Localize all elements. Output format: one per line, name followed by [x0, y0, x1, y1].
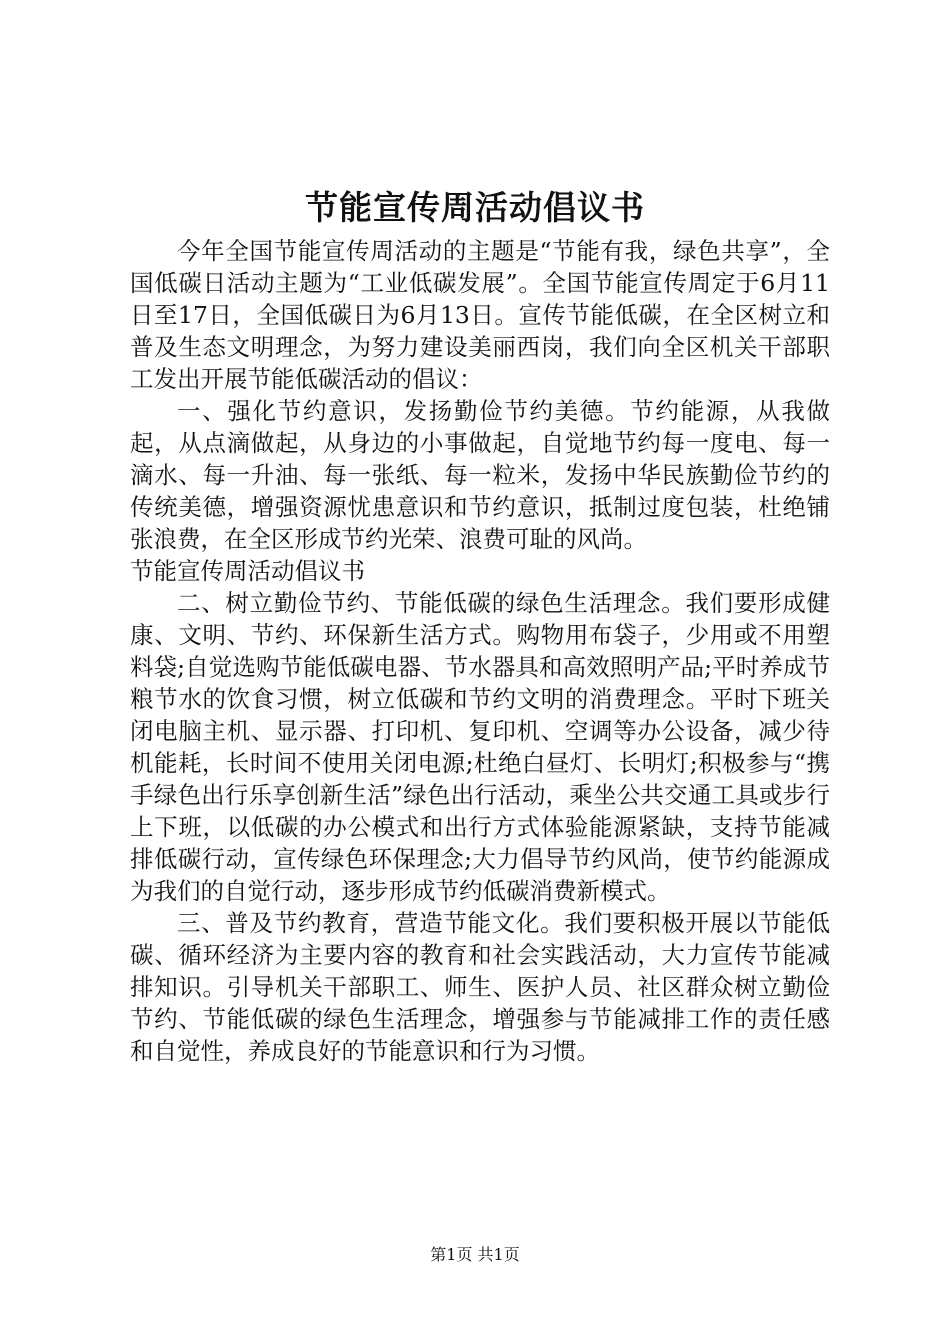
section-three-paragraph: 三、普及节约教育，营造节能文化。我们要积极开展以节能低碳、循环经济为主要内容的教育和社会实践活动，大力宣传节能减排知识。引导机关干部职工、师生、医护人员、社区群众树立勤俭节约、节能低碳的绿色生活理念，增强参与节能减排工作的责任感和自觉性，养成良好的节能意识和行为习惯。: [130, 909, 830, 1065]
document-body: [130, 235, 830, 1067]
page-footer: 第1页 共1页: [430, 1245, 520, 1264]
document-title: 节能宣传周活动倡议书: [305, 188, 645, 227]
section-two-paragraph: 二、树立勤俭节约、节能低碳的绿色生活理念。我们要形成健康、文明、节约、环保新生活方式。购物用布袋子，少用或不用塑料袋;自觉选购节能低碳电器、节水器具和高效照明产品;平时养成节粮节水的饮食习惯，树立低碳和节约文明的消费理念。平时下班关闭电脑主机、显示器、打印机、复印机、空调等办公设备，减少待机能耗，长时间不使用关闭电源;杜绝白昼灯、长明灯;积极参与“携手绿色出行乐享创新生活”绿色出行活动，乘坐公共交通工具或步行上下班，以低碳的办公模式和出行方式体验能源紧缺，支持节能减排低碳行动，宣传绿色环保理念;大力倡导节约风尚，使节约能源成为我们的自觉行动，逐步形成节约低碳消费新模式。: [130, 589, 830, 905]
intro-paragraph: 今年全国节能宣传周活动的主题是“节能有我，绿色共享”，全国低碳日活动主题为“工业低碳发展”。全国节能宣传周定于6月11日至17日，全国低碳日为6月13日。宣传节能低碳，在全区树立和普及生态文明理念，为努力建设美丽西岗，我们向全区机关干部职工发出开展节能低碳活动的倡议：: [130, 237, 830, 393]
section-one-paragraph: 一、强化节约意识，发扬勤俭节约美德。节约能源，从我做起，从点滴做起，从身边的小事做起，自觉地节约每一度电、每一滴水、每一升油、每一张纸、每一粒米，发扬中华民族勤俭节约的传统美德，增强资源忧患意识和节约意识，抵制过度包装，杜绝铺张浪费，在全区形成节约光荣、浪费可耻的风尚。: [130, 397, 830, 553]
inline-title-repeat: 节能宣传周活动倡议书: [130, 557, 365, 585]
